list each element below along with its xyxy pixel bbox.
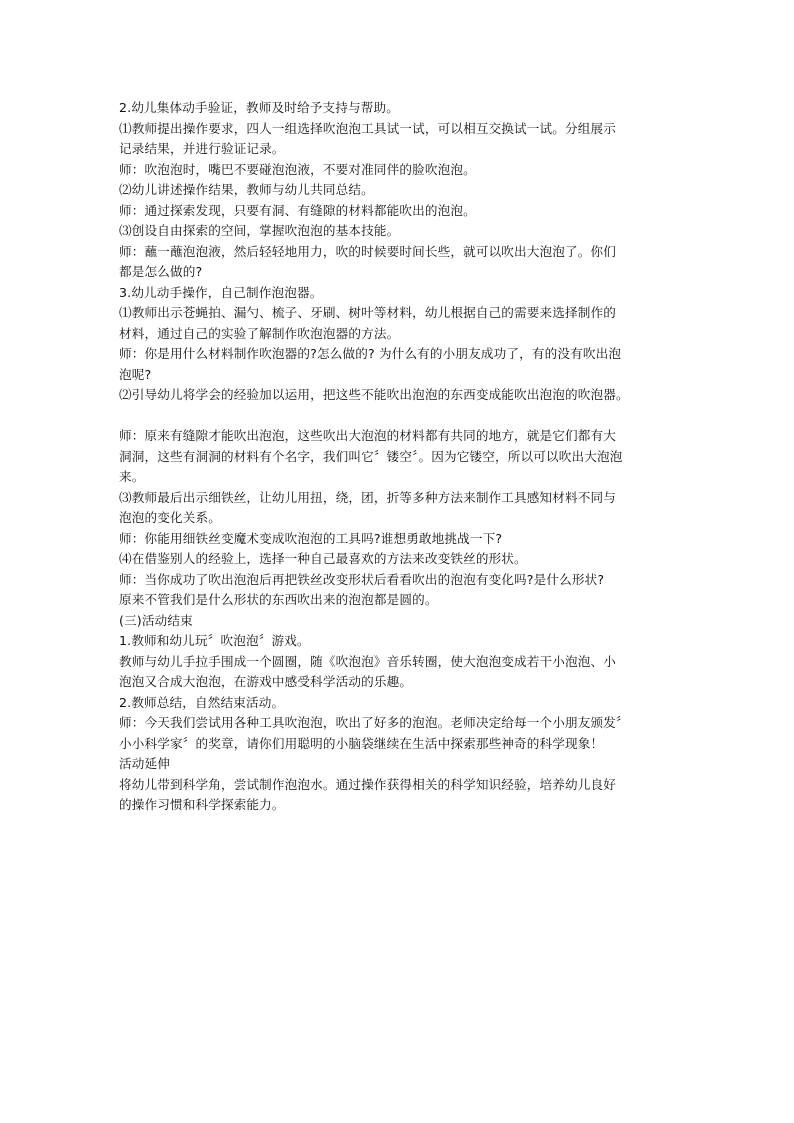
text-line: 师：当你成功了吹出泡泡后再把铁丝改变形状后看看吹出的泡泡有变化吗?是什么形状? <box>119 571 605 587</box>
text-line: ⑶教师最后出示细铁丝，让幼儿用扭，绕，团，折等多种方法来制作工具感知材料不同与 <box>119 489 617 505</box>
document-body <box>119 98 685 816</box>
text-line: 泡泡的变化关系。 <box>119 510 221 525</box>
section-heading: (三)活动结束 <box>119 612 193 628</box>
text-line: 1.教师和幼儿玩〞吹泡泡〞游戏。 <box>119 633 310 648</box>
section-heading: 活动延伸 <box>119 756 170 771</box>
text-line: 师：今天我们尝试用各种工具吹泡泡，吹出了好多的泡泡。老师决定给每一个小朋友颁发〞 <box>119 715 629 730</box>
text-line: 泡泡又合成大泡泡，在游戏中感受科学活动的乐趣。 <box>119 674 413 689</box>
text-line: ⑵幼儿讲述操作结果，教师与幼儿共同总结。 <box>119 182 374 197</box>
text-line: 2.教师总结，自然结束活动。 <box>119 694 285 710</box>
text-line: 2.幼儿集体动手验证，教师及时给予支持与帮助。 <box>119 100 399 115</box>
text-line: ⑶创设自由探索的空间，掌握吹泡泡的基本技能。 <box>119 223 400 238</box>
text-line: 教师与幼儿手拉手围成一个圆圈，随《吹泡泡》音乐转圈，使大泡泡变成若干小泡泡、小 <box>119 653 617 669</box>
text-line: 师：你是用什么材料制作吹泡器的?怎么做的? 为什么有的小朋友成功了，有的没有吹出泡 <box>119 346 622 361</box>
blank-line <box>119 406 685 427</box>
text-line: 泡呢? <box>119 366 152 382</box>
text-line: 都是怎么做的? <box>119 264 203 279</box>
text-line: ⑵引导幼儿将学会的经验加以运用，把这些不能吹出泡泡的东西变成能吹出泡泡的吹泡器。 <box>119 387 629 402</box>
text-line: ⑴教师出示苍蝇拍、漏勺、梳子、牙刷、树叶等材料，幼儿根据自己的需要来选择制作的 <box>119 305 617 320</box>
text-line: 原来不管我们是什么形状的东西吹出来的泡泡都是圆的。 <box>119 592 438 607</box>
text-line: 洞洞，这些有洞洞的材料有个名字，我们叫它〞镂空〞。因为它镂空，所以可以吹出大泡泡 <box>119 448 623 464</box>
text-line: ⑷在借鉴别人的经验上，选择一种自己最喜欢的方法来改变铁丝的形状。 <box>119 551 527 566</box>
text-line: 记录结果，并进行验证记录。 <box>119 141 285 156</box>
text-line: 师：你能用细铁丝变魔术变成吹泡泡的工具吗?谁想勇敢地挑战一下? <box>119 530 503 546</box>
text-line: 小小科学家〞的奖章，请你们用聪明的小脑袋继续在生活中探索那些神奇的科学现象！ <box>119 735 604 751</box>
text-line: 师：吹泡泡时，嘴巴不要碰泡泡液，不要对准同伴的脸吹泡泡。 <box>119 161 476 177</box>
text-line: ⑴教师提出操作要求，四人一组选择吹泡泡工具试一试，可以相互交换试一试。分组展示 <box>119 120 617 136</box>
text-line: 师：通过探索发现，只要有洞、有缝隙的材料都能吹出的泡泡。 <box>119 202 476 218</box>
text-line: 师：蘸一蘸泡泡液，然后轻轻地用力，吹的时候要时间长些，就可以吹出大泡泡了。你们 <box>119 243 617 259</box>
text-line: 来。 <box>119 469 145 484</box>
text-line: 3.幼儿动手操作，自己制作泡泡器。 <box>119 284 323 300</box>
text-line: 将幼儿带到科学角，尝试制作泡泡水。通过操作获得相关的科学知识经验，培养幼儿良好 <box>119 776 617 792</box>
text-line: 材料，通过自己的实验了解制作吹泡泡器的方法。 <box>119 325 400 341</box>
text-line: 师：原来有缝隙才能吹出泡泡，这些吹出大泡泡的材料都有共同的地方，就是它们都有大 <box>119 428 617 443</box>
text-line: 的操作习惯和科学探索能力。 <box>119 797 285 812</box>
